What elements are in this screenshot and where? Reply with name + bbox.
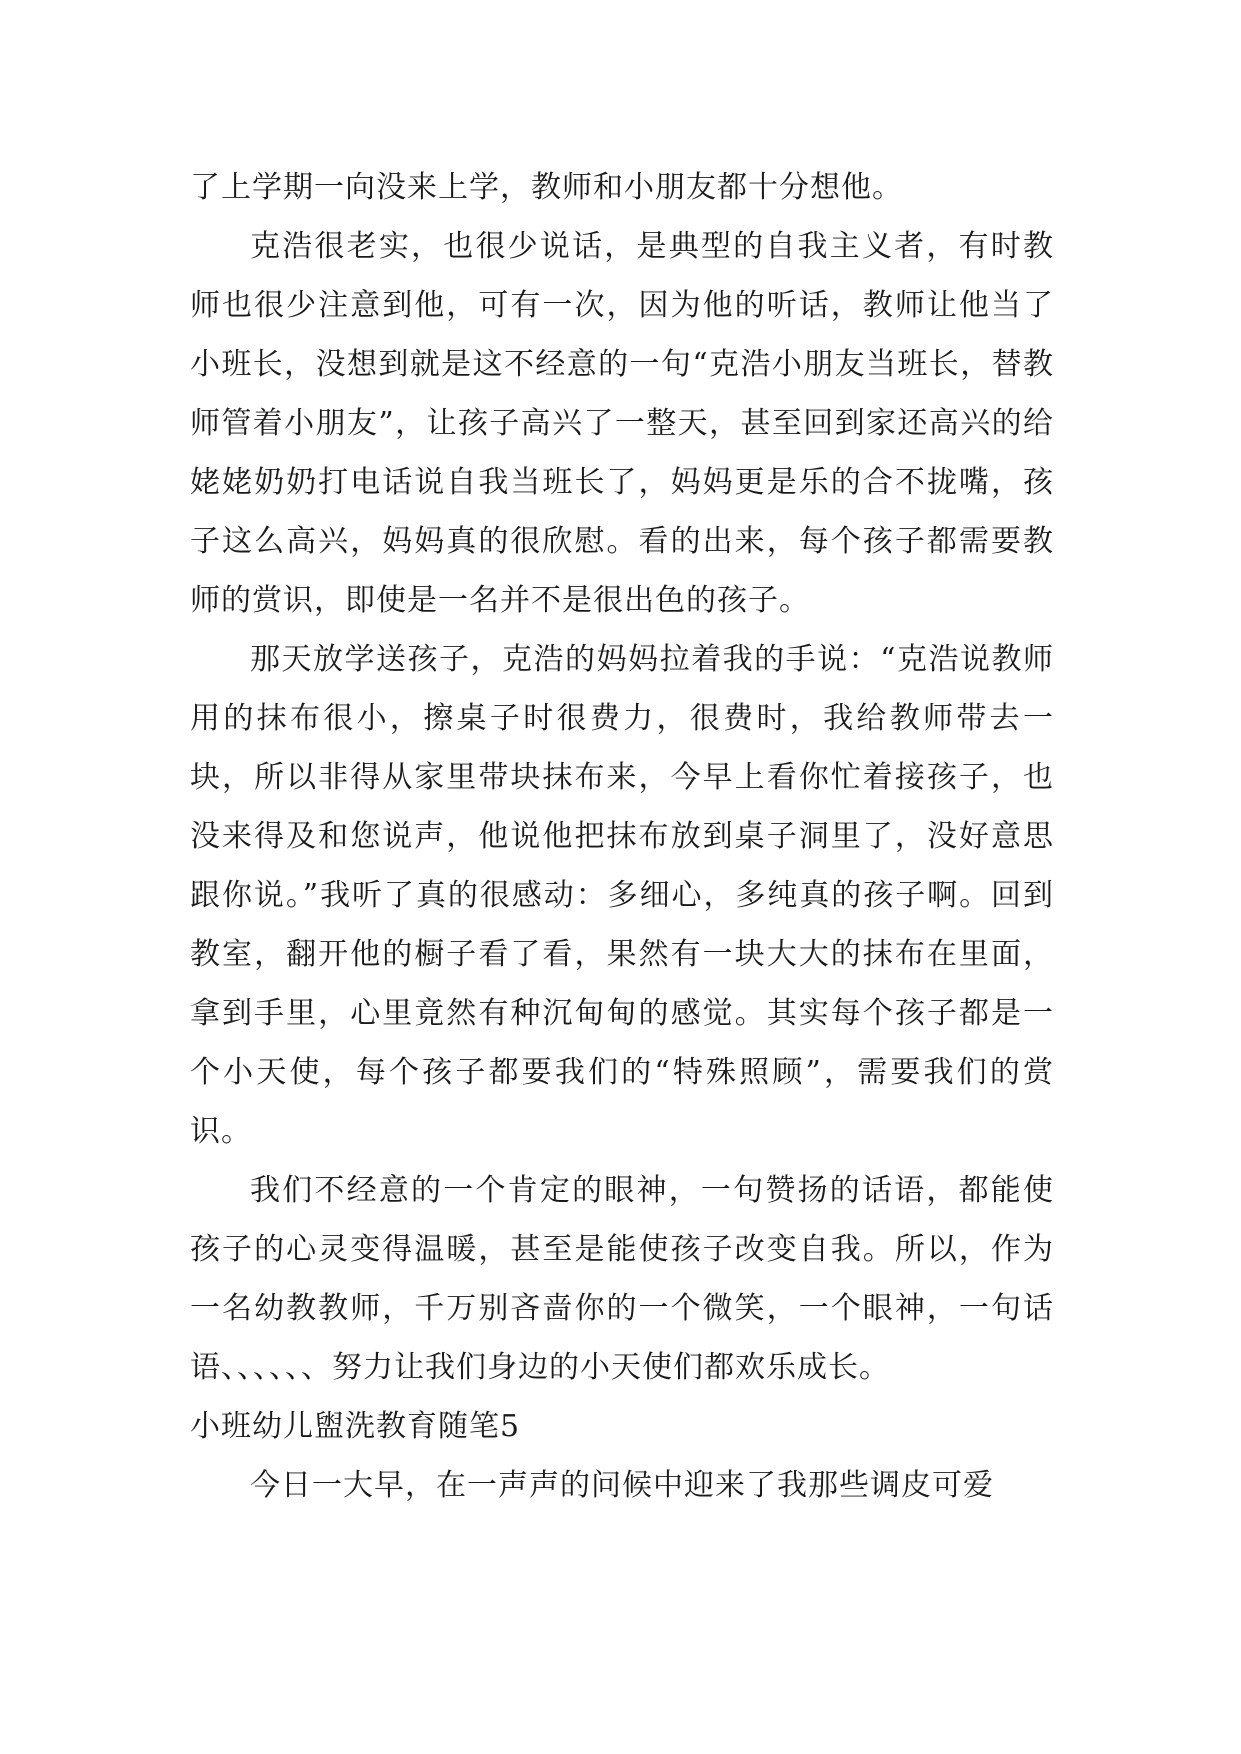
paragraph-conclusion: 我们不经意的一个肯定的眼神，一句赞扬的话语，都能使孩子的心灵变得温暖，甚至是能使孩子改变自我。所以，作为一名幼教教师，千万别吝啬你的一个微笑，一个眼神，一句话语、、、、、、努力让我们身边的小天使们都欢乐成长。 <box>190 1173 1054 1385</box>
paragraph-kehao-rag: 那天放学送孩子，克浩的妈妈拉着我的手说：“克浩说教师用的抹布很小，擦桌子时很费力，很费时，我给教师带去一块，所以非得从家里带块抹布来，今早上看你忙着接孩子，也没来得及和您说声，他说他把抹布放到桌子洞里了，没好意思跟你说。”我听了真的很感动：多细心，多纯真的孩子啊。回到教室，翻开他的橱子看了看，果然有一块大大的抹布在里面，拿到手里，心里竟然有种沉甸甸的感觉。其实每个孩子都是一个小天使，每个孩子都要我们的“特殊照顾”，需要我们的赏识。 <box>190 642 1054 1149</box>
section-heading: 小班幼儿盥洗教育随笔5 <box>190 1409 521 1444</box>
paragraph-kehao-class-monitor: 克浩很老实，也很少说话，是典型的自我主义者，有时教师也很少注意到他，可有一次，因为他的听话，教师让他当了小班长，没想到就是这不经意的一句“克浩小朋友当班长，替教师管着小朋友”，让孩子高兴了一整天，甚至回到家还高兴的给姥姥奶奶打电话说自我当班长了，妈妈更是乐的合不拢嘴，孩子这么高兴，妈妈真的很欣慰。看的出来，每个孩子都需要教师的赏识，即使是一名并不是很出色的孩子。 <box>190 229 1054 618</box>
paragraph-section-start: 今日一大早，在一声声的问候中迎来了我那些调皮可爱 <box>250 1468 994 1503</box>
paragraph-continuation: 了上学期一向没来上学，教师和小朋友都十分想他。 <box>190 170 903 205</box>
document-page <box>190 158 1054 1515</box>
